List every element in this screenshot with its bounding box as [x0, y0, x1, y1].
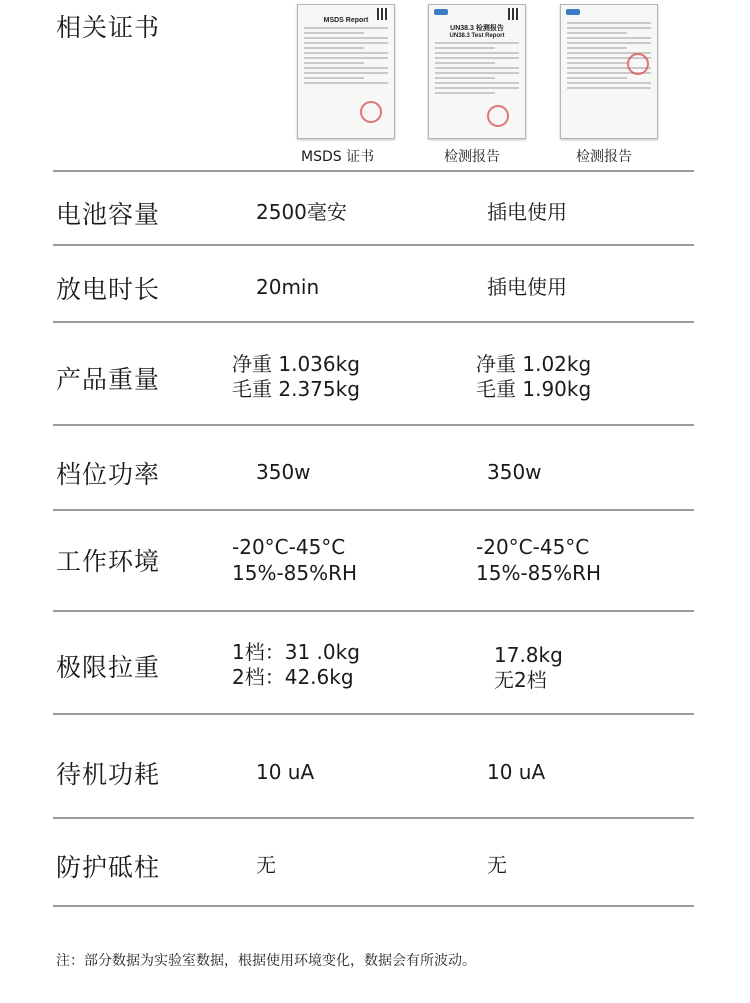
- spec-value-left: 1档：31 .0kg: [232, 640, 360, 664]
- spec-value-right: 10 uA: [487, 760, 546, 784]
- spec-value-right: 毛重 1.90kg: [476, 377, 592, 401]
- logo-icon: [434, 9, 448, 15]
- spec-label: 放电时长: [56, 275, 161, 304]
- divider: [53, 905, 694, 907]
- spec-value-right: 17.8kg: [494, 643, 563, 667]
- spec-value-right: 无: [487, 853, 507, 877]
- qr-code-icon: [377, 8, 389, 20]
- spec-label: 待机功耗: [56, 760, 161, 789]
- divider: [53, 610, 694, 612]
- spec-value-left: 净重 1.036kg: [232, 352, 360, 376]
- stamp-icon: [360, 101, 382, 123]
- divider: [53, 424, 694, 426]
- spec-value-right: 插电使用: [487, 275, 567, 299]
- spec-value-left: 15%-85%RH: [232, 561, 358, 585]
- divider: [53, 817, 694, 819]
- msds-certificate-image[interactable]: [297, 4, 395, 139]
- spec-value-left: 2档：42.6kg: [232, 665, 354, 689]
- spec-value-left: -20°C-45°C: [232, 535, 346, 559]
- spec-value-right: 15%-85%RH: [476, 561, 602, 585]
- spec-label: 极限拉重: [56, 653, 161, 682]
- stamp-icon: [487, 105, 509, 127]
- un383-report-image[interactable]: [428, 4, 526, 139]
- divider: [53, 244, 694, 246]
- stamp-icon: [627, 53, 649, 75]
- divider: [53, 321, 694, 323]
- certificate-subtitle: UN38.3 Test Report: [449, 33, 505, 39]
- divider: [53, 170, 694, 172]
- spec-label: 档位功率: [56, 460, 161, 489]
- certificate-caption: 检测报告: [576, 149, 632, 165]
- test-report-image[interactable]: [560, 4, 658, 139]
- spec-value-right: -20°C-45°C: [476, 535, 590, 559]
- spec-value-left: 10 uA: [256, 760, 315, 784]
- certificate-title: MSDS Report: [323, 17, 369, 24]
- spec-value-right: 净重 1.02kg: [476, 352, 592, 376]
- spec-label: 电池容量: [56, 200, 161, 229]
- spec-label: 产品重量: [56, 365, 161, 394]
- spec-value-right: 无2档: [494, 668, 547, 692]
- divider: [53, 713, 694, 715]
- divider: [53, 509, 694, 511]
- spec-value-left: 无: [256, 853, 276, 877]
- footnote: 注：部分数据为实验室数据，根据使用环境变化，数据会有所波动。: [56, 953, 476, 969]
- spec-value-left: 350w: [256, 460, 311, 484]
- spec-value-left: 2500毫安: [256, 200, 347, 224]
- logo-icon: [566, 9, 580, 15]
- spec-value-left: 毛重 2.375kg: [232, 377, 360, 401]
- qr-code-icon: [508, 8, 520, 20]
- certificate-caption: 检测报告: [444, 149, 500, 165]
- spec-value-right: 350w: [487, 460, 542, 484]
- spec-value-left: 20min: [256, 275, 320, 299]
- certificates-label: 相关证书: [56, 13, 161, 42]
- spec-label: 防护砥柱: [56, 853, 161, 882]
- spec-label: 工作环境: [56, 547, 161, 576]
- certificate-caption: MSDS 证书: [301, 149, 375, 165]
- spec-value-right: 插电使用: [487, 200, 567, 224]
- certificate-title: UN38.3 检测报告: [450, 25, 504, 32]
